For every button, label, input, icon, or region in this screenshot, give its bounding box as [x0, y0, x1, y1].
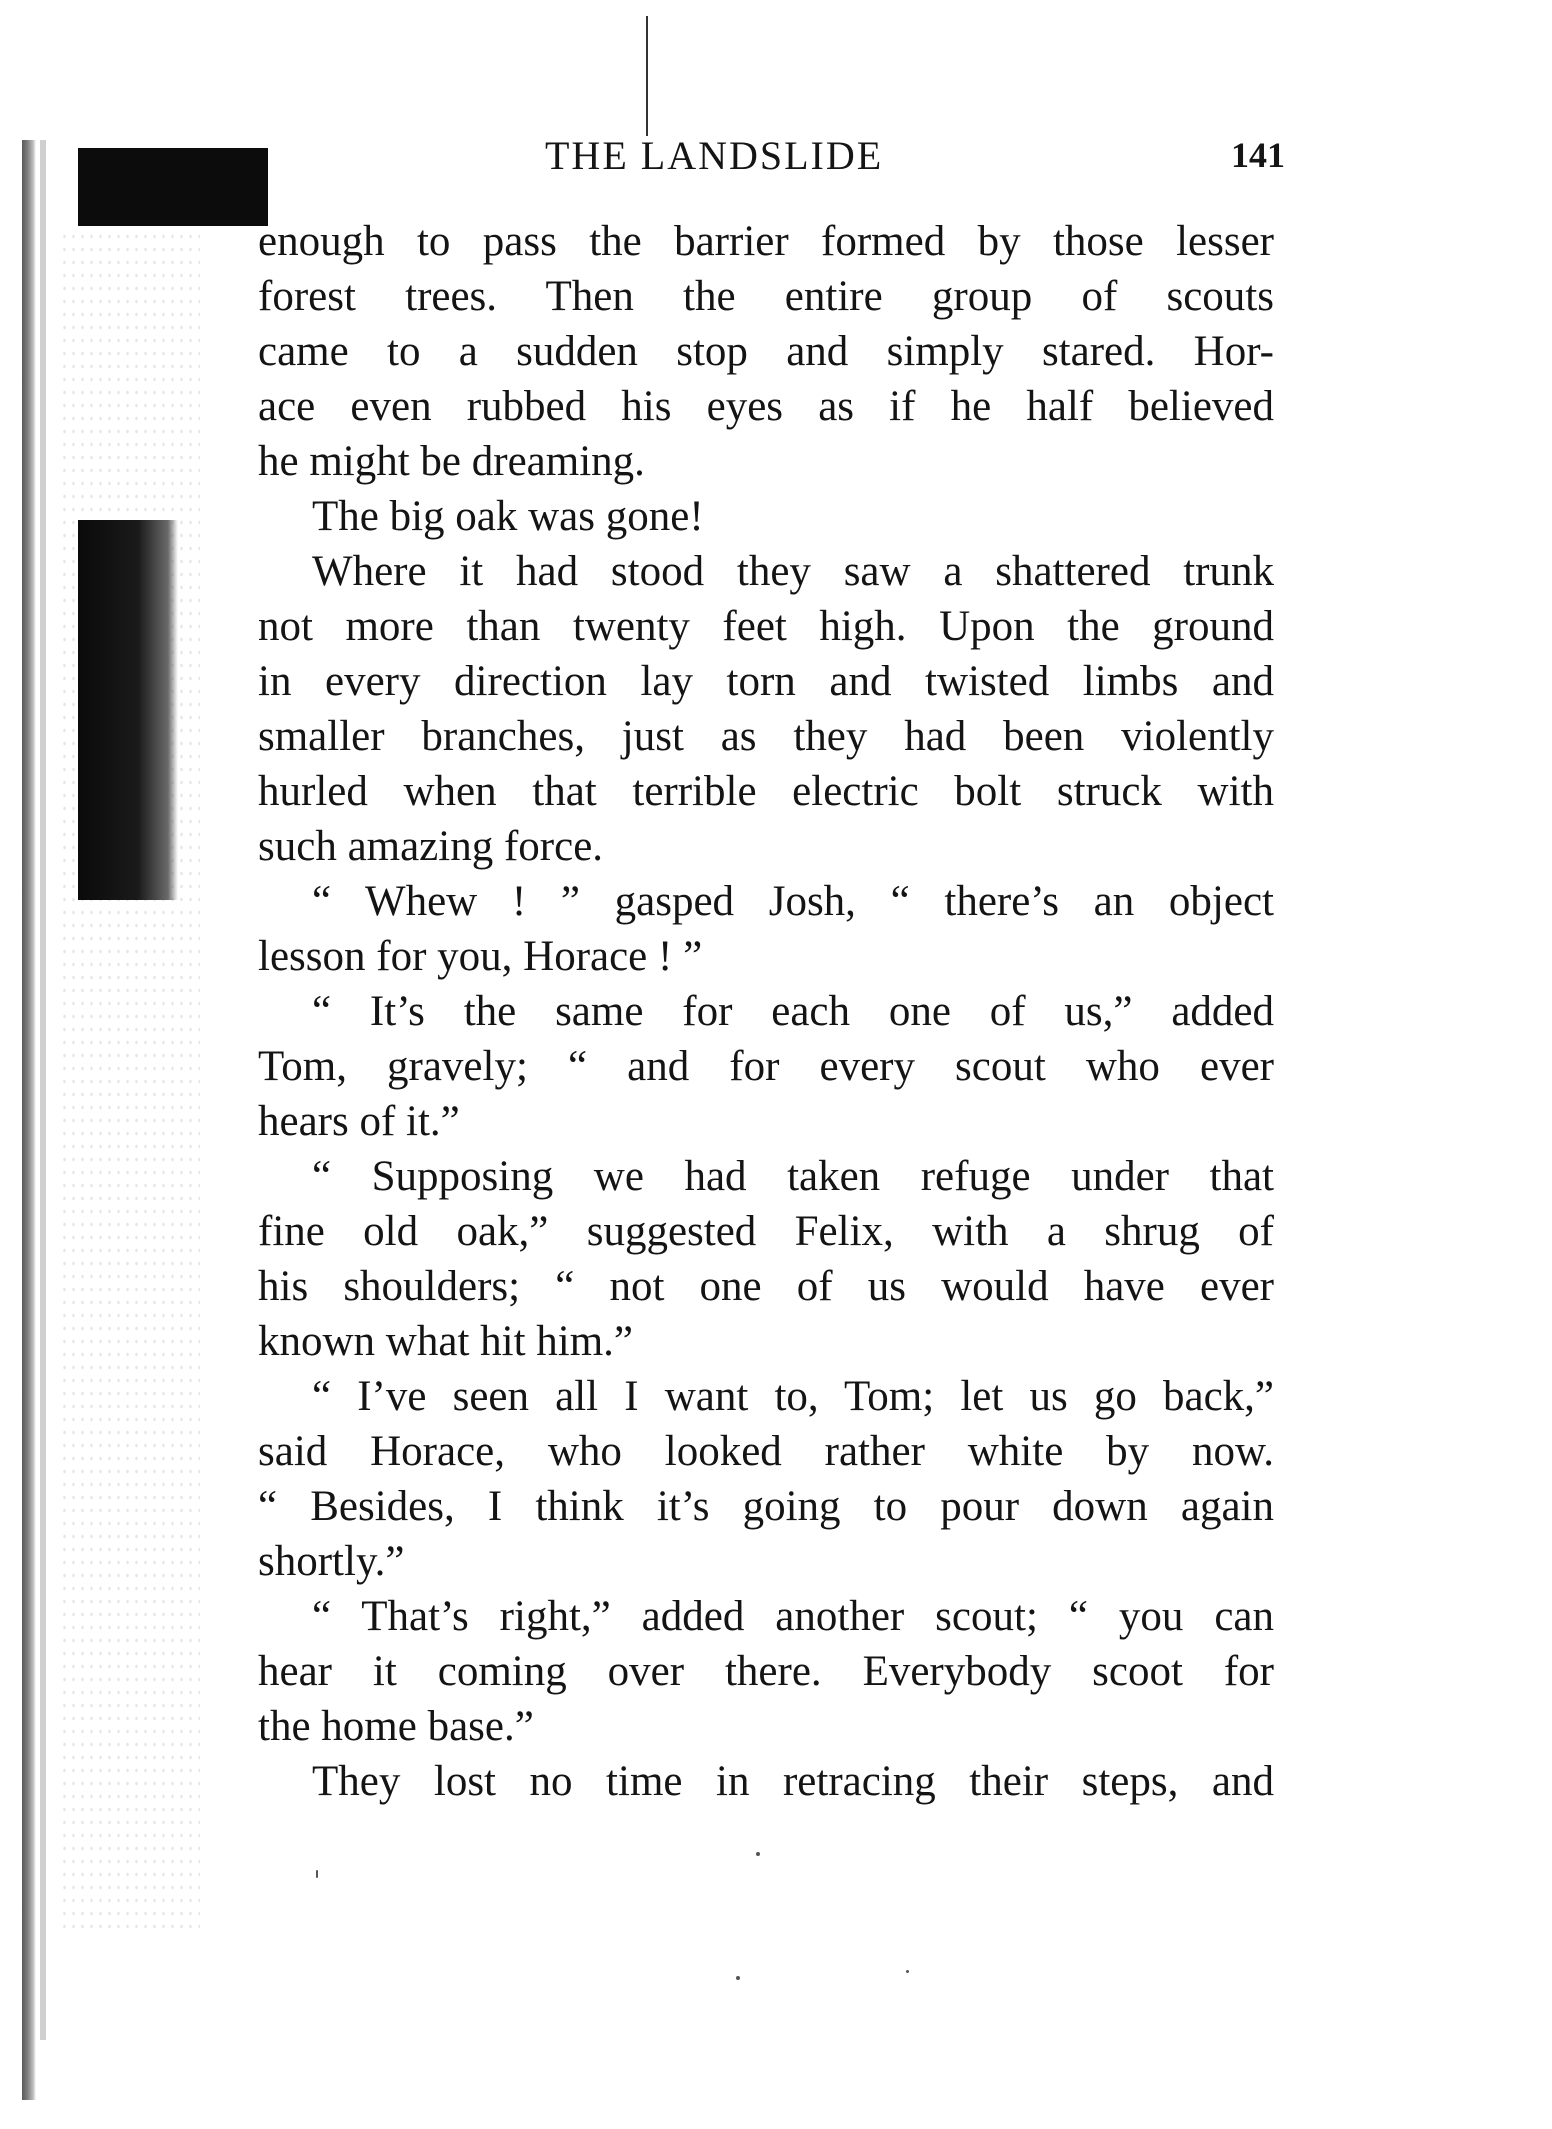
text-line: such amazing force. — [258, 823, 604, 870]
text-line: forest trees. Then the entire group of scouts — [258, 273, 1274, 320]
text-line: shortly.” — [258, 1538, 405, 1585]
text-line: the home base.” — [258, 1703, 534, 1750]
text-line: Where it had stood they saw a shattered trunk — [312, 548, 1274, 595]
text-line: “ That’s right,” added another scout; “ you can — [312, 1593, 1274, 1640]
scan-dust-dot — [736, 1976, 740, 1980]
text-line: he might be dreaming. — [258, 438, 645, 485]
text-line: “ Supposing we had taken refuge under that — [312, 1153, 1274, 1200]
text-line: lesson for you, Horace ! ” — [258, 933, 703, 980]
scan-edge-streak — [40, 140, 46, 2040]
text-line: his shoulders; “ not one of us would have ever — [258, 1263, 1274, 1310]
text-line: “ Whew ! ” gasped Josh, “ there’s an object — [312, 878, 1274, 925]
running-head: THE LANDSLIDE — [545, 133, 884, 178]
text-line: smaller branches, just as they had been violently — [258, 713, 1274, 760]
text-line: They lost no time in retracing their steps, and — [312, 1758, 1274, 1805]
body-text — [258, 214, 1274, 1809]
scan-dust-dot — [906, 1970, 909, 1973]
text-line: “ It’s the same for each one of us,” added — [312, 988, 1274, 1035]
scan-edge-shadow — [22, 140, 36, 2100]
text-line: Tom, gravely; “ and for every scout who ever — [258, 1043, 1274, 1090]
text-line: came to a sudden stop and simply stared. Hor- — [258, 328, 1274, 375]
scan-speckle-noise — [60, 230, 200, 1930]
text-line: said Horace, who looked rather white by now. — [258, 1428, 1274, 1475]
text-line: in every direction lay torn and twisted limbs and — [258, 658, 1274, 705]
text-line: hear it coming over there. Everybody scoot for — [258, 1648, 1274, 1695]
text-line: not more than twenty feet high. Upon the ground — [258, 603, 1274, 650]
scan-dust-dot — [316, 1870, 318, 1878]
text-line: known what hit him.” — [258, 1318, 634, 1365]
text-line: hears of it.” — [258, 1098, 460, 1145]
text-line: The big oak was gone! — [312, 493, 704, 540]
text-line: “ Besides, I think it’s going to pour down again — [258, 1483, 1274, 1530]
scan-dark-block-top — [78, 148, 268, 226]
text-line: enough to pass the barrier formed by those lesser — [258, 218, 1274, 265]
text-line: fine old oak,” suggested Felix, with a shrug of — [258, 1208, 1274, 1255]
scan-vertical-line — [646, 16, 648, 136]
text-line: hurled when that terrible electric bolt struck with — [258, 768, 1274, 815]
scan-dust-dot — [756, 1852, 760, 1856]
text-line: ace even rubbed his eyes as if he half believed — [258, 383, 1274, 430]
page-header — [255, 132, 1285, 192]
scan-dark-block-middle — [78, 520, 178, 900]
page-number: 141 — [1231, 135, 1285, 175]
text-line: “ I’ve seen all I want to, Tom; let us go back,” — [312, 1373, 1274, 1420]
